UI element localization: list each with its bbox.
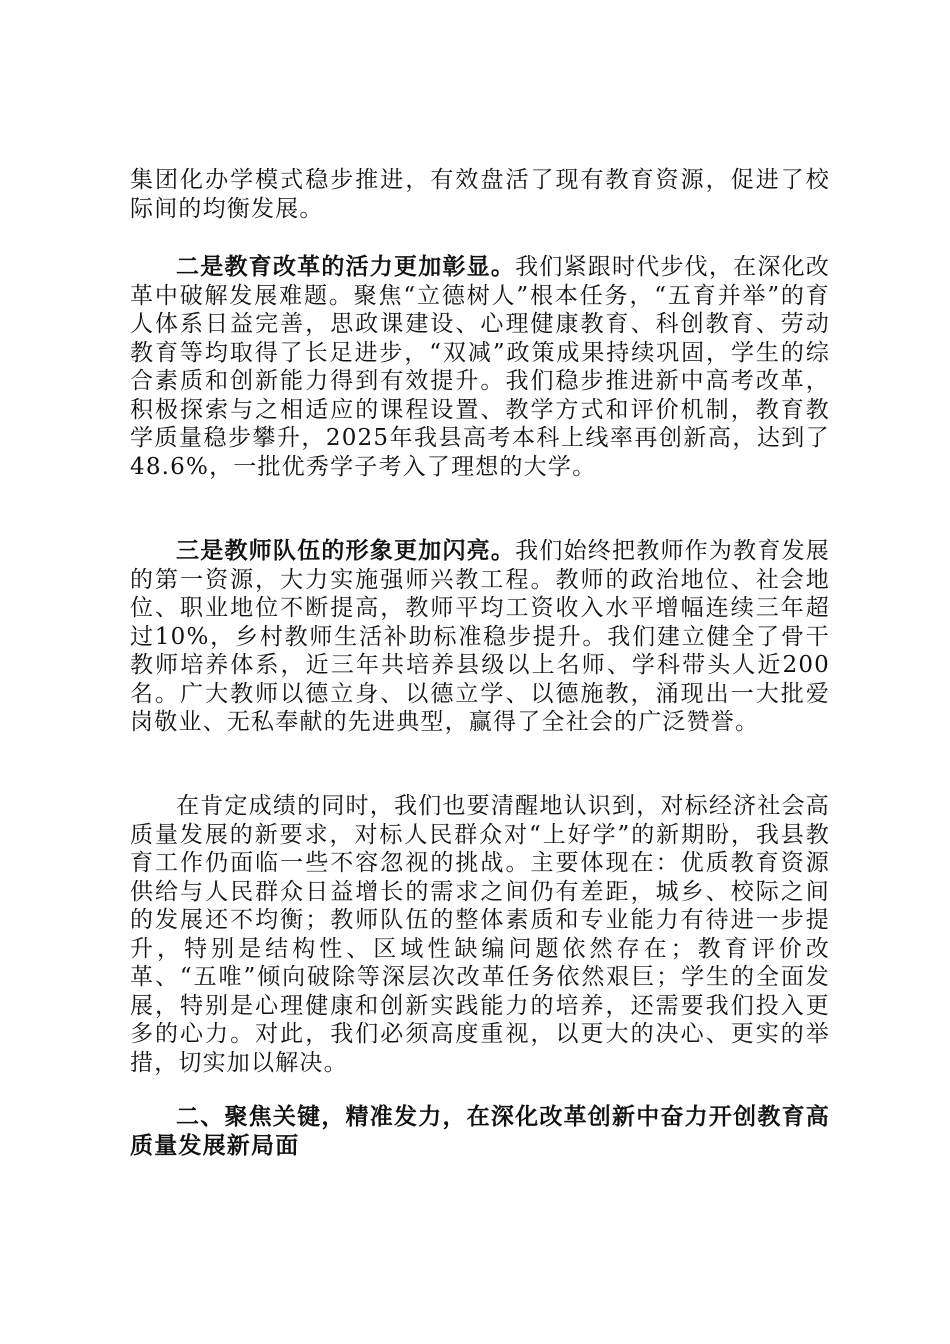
- paragraph-text: 在肯定成绩的同时，我们也要清醒地认识到，对标经济社会高质量发展的新要求，对标人民群众对“上好学”的新期盼，我县教育工作仍面临一些不容忽视的挑战。主要体现在：优质教育资源供给与人民群众日益增长的需求之间仍有差距，城乡、校际之间的发展还不均衡；教师队伍的整体素质和专业能力有待进一步提升，特别是结构性、区域性缺编问题依然存在；教育评价改革、“五唯”倾向破除等深层次改革任务依然艰巨；学生的全面发展，特别是心理健康和创新实践能力的培养，还需要我们投入更多的心力。对此，我们必须高度重视，以更大的决心、更实的举措，切实加以解决。: [130, 793, 830, 1076]
- section-heading: 二、聚焦关键，精准发力，在深化改革创新中奋力开创教育高质量发展新局面: [130, 1103, 830, 1159]
- paragraph-lead: 二是教育改革的活力更加彰显。: [176, 253, 516, 280]
- paragraph-challenges: [130, 792, 830, 1077]
- paragraph-text: 我们紧跟时代步伐，在深化改革中破解发展难题。聚焦“立德树人”根本任务，“五育并举”的育人体系日益完善，思政课建设、心理健康教育、科创教育、劳动教育等均取得了长足进步，“双减”政策成果持续巩固，学生的综合素质和创新能力得到有效提升。我们稳步推进新中高考改革，积极探索与之相适应的课程设置、教学方式和评价机制，教育教学质量稳步攀升，2025年我县高考本科上线率再创新高，达到了48.6%，一批优秀学子考入了理想的大学。: [130, 254, 830, 480]
- paragraph-teacher-team: [130, 537, 830, 737]
- paragraph-text: 我们始终把教师作为教育发展的第一资源，大力实施强师兴教工程。教师的政治地位、社会地位、职业地位不断提高，教师平均工资收入水平增幅连续三年超过10%，乡村教师生活补助标准稳步提升。我们建立健全了骨干教师培养体系，近三年共培养县级以上名师、学科带头人近200名。广大教师以德立身、以德立学、以德施教，涌现出一大批爱岗敬业、无私奉献的先进典型，赢得了全社会的广泛赞誉。: [130, 538, 830, 735]
- paragraph-text: 集团化办学模式稳步推进，有效盘活了现有教育资源，促进了校际间的均衡发展。: [130, 167, 830, 222]
- paragraph-education-reform: [130, 253, 830, 481]
- paragraph-continuation: [130, 166, 830, 223]
- paragraph-lead: 三是教师队伍的形象更加闪亮。: [176, 537, 516, 564]
